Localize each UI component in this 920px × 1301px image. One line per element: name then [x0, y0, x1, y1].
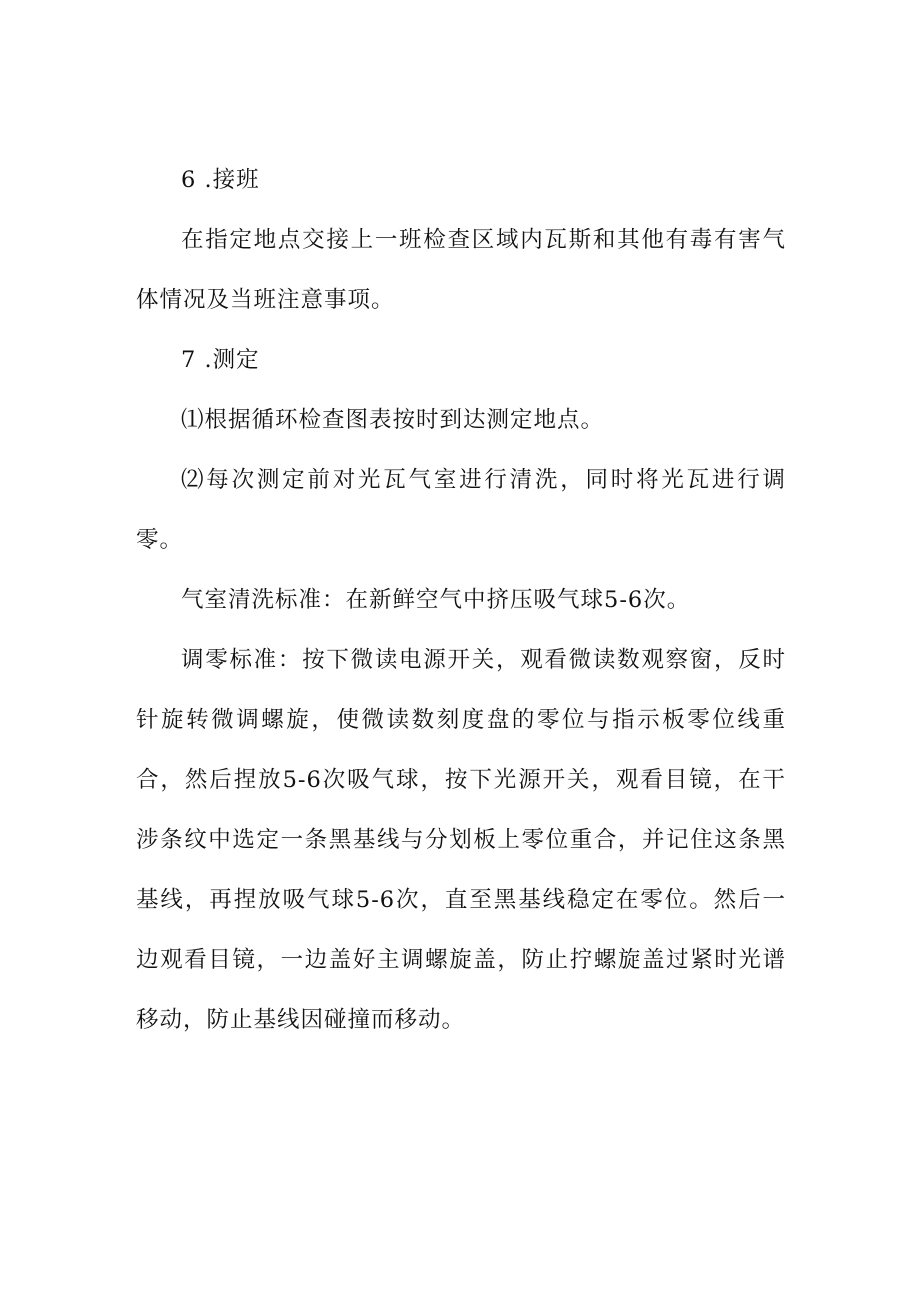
section-7-paragraph-1: ⑴根据循环检查图表按时到达测定地点。 — [181, 407, 605, 433]
section-7-paragraph-3: 气室清洗标准：在新鲜空气中挤压吸气球5-6次。 — [181, 587, 691, 613]
section-6-heading: 6 .接班 — [181, 167, 260, 193]
section-7-paragraph-2: ⑵每次测定前对光瓦气室进行清洗，同时将光瓦进行调零。 — [136, 467, 786, 553]
section-7-paragraph-4: 调零标准：按下微读电源开关，观看微读数观察窗，反时针旋转微调螺旋，使微读数刻度盘的零位与指示板零位线重合，然后捏放5-6次吸气球，按下光源开关，观看目镜，在干涉条纹中选定一条黑基线与分划板上零位重合，并记住这条黑基线，再捏放吸气球5-6次，直至黑基线稳定在零位。然后一边观看目镜，一边盖好主调螺旋盖，防止拧螺旋盖过紧时光谱移动，防止基线因碰撞而移动。 — [136, 647, 786, 1033]
section-6-paragraph-1: 在指定地点交接上一班检查区域内瓦斯和其他有毒有害气体情况及当班注意事项。 — [136, 227, 786, 313]
section-7-heading: 7 .测定 — [181, 347, 260, 373]
document-body — [136, 150, 786, 1050]
